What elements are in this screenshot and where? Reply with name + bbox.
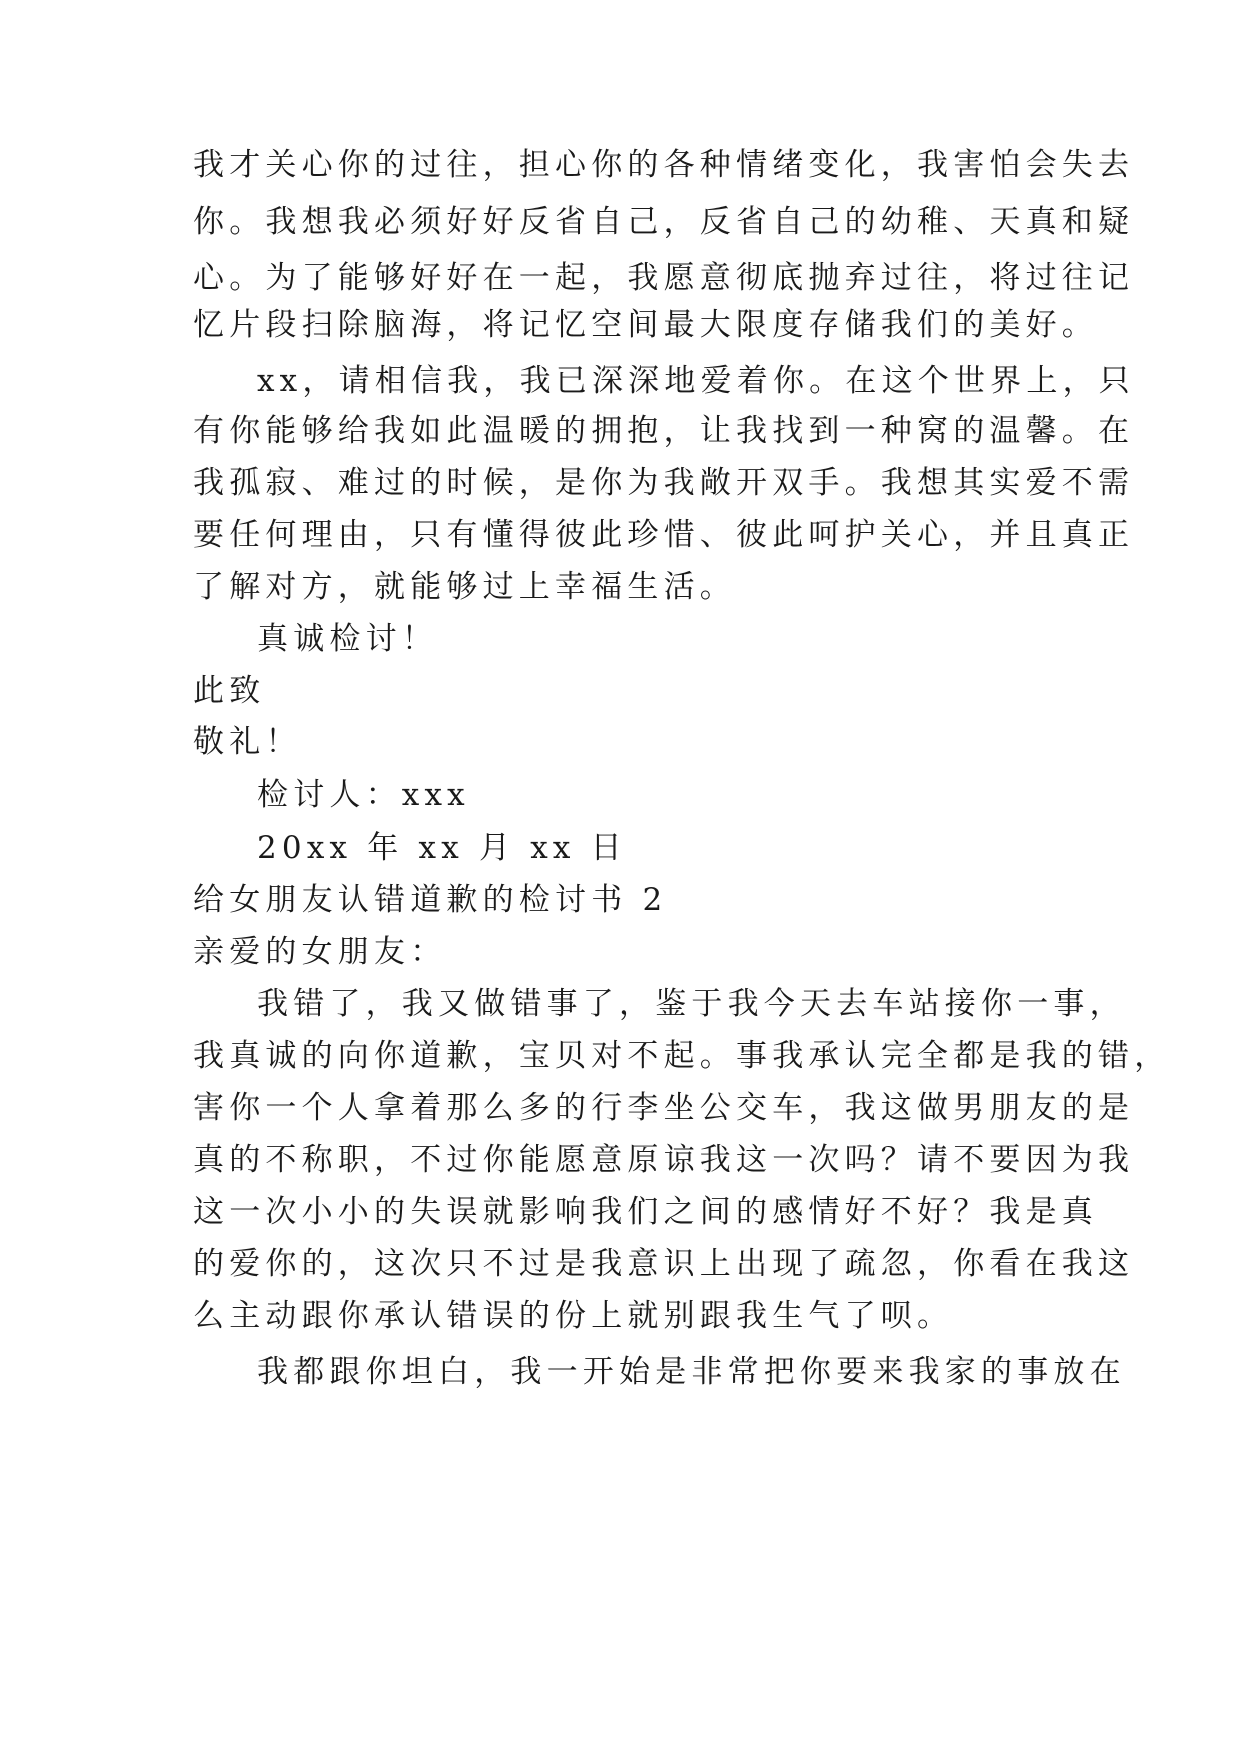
salutation-line: 此致 — [193, 673, 266, 709]
paragraph-line: 了解对方，就能够过上幸福生活。 — [193, 569, 736, 605]
paragraph-line: 心。为了能够好好在一起，我愿意彻底抛弃过往，将过往记 — [193, 260, 1135, 296]
paragraph-line: 要任何理由，只有懂得彼此珍惜、彼此呵护关心，并且真正 — [193, 517, 1135, 553]
paragraph-line: 我真诚的向你道歉，宝贝对不起。事我承认完全都是我的错， — [193, 1038, 1171, 1074]
paragraph-line: 害你一个人拿着那么多的行李坐公交车，我这做男朋友的是 — [193, 1090, 1135, 1126]
paragraph-line: 忆片段扫除脑海，将记忆空间最大限度存储我们的美好。 — [193, 307, 1098, 343]
signature-line: 检讨人：xxx — [257, 777, 470, 813]
paragraph-line: 你。我想我必须好好反省自己，反省自己的幼稚、天真和疑 — [193, 204, 1135, 240]
salutation-line: 敬礼！ — [193, 724, 302, 760]
paragraph-line: 有你能够给我如此温暖的拥抱，让我找到一种窝的温馨。在 — [193, 413, 1135, 449]
paragraph-line: 我才关心你的过往，担心你的各种情绪变化，我害怕会失去 — [193, 147, 1135, 183]
paragraph-line: 真的不称职，不过你能愿意原谅我这一次吗？请不要因为我 — [193, 1142, 1135, 1178]
paragraph-line: xx，请相信我，我已深深地爱着你。在这个世界上，只 — [257, 363, 1135, 399]
date-line: 20xx 年 xx 月 xx 日 — [257, 830, 627, 866]
closing-line: 真诚检讨！ — [257, 621, 438, 657]
greeting-line: 亲爱的女朋友： — [193, 934, 447, 970]
section-title: 给女朋友认错道歉的检讨书 2 — [193, 882, 668, 918]
paragraph-line: 我都跟你坦白，我一开始是非常把你要来我家的事放在 — [257, 1354, 1126, 1390]
paragraph-line: 我孤寂、难过的时候，是你为我敞开双手。我想其实爱不需 — [193, 465, 1135, 501]
paragraph-line: 这一次小小的失误就影响我们之间的感情好不好？我是真 — [193, 1194, 1098, 1230]
paragraph-line: 么主动跟你承认错误的份上就别跟我生气了呗。 — [193, 1298, 954, 1334]
paragraph-line: 的爱你的，这次只不过是我意识上出现了疏忽，你看在我这 — [193, 1246, 1135, 1282]
paragraph-line: 我错了，我又做错事了，鉴于我今天去车站接你一事， — [257, 986, 1126, 1022]
